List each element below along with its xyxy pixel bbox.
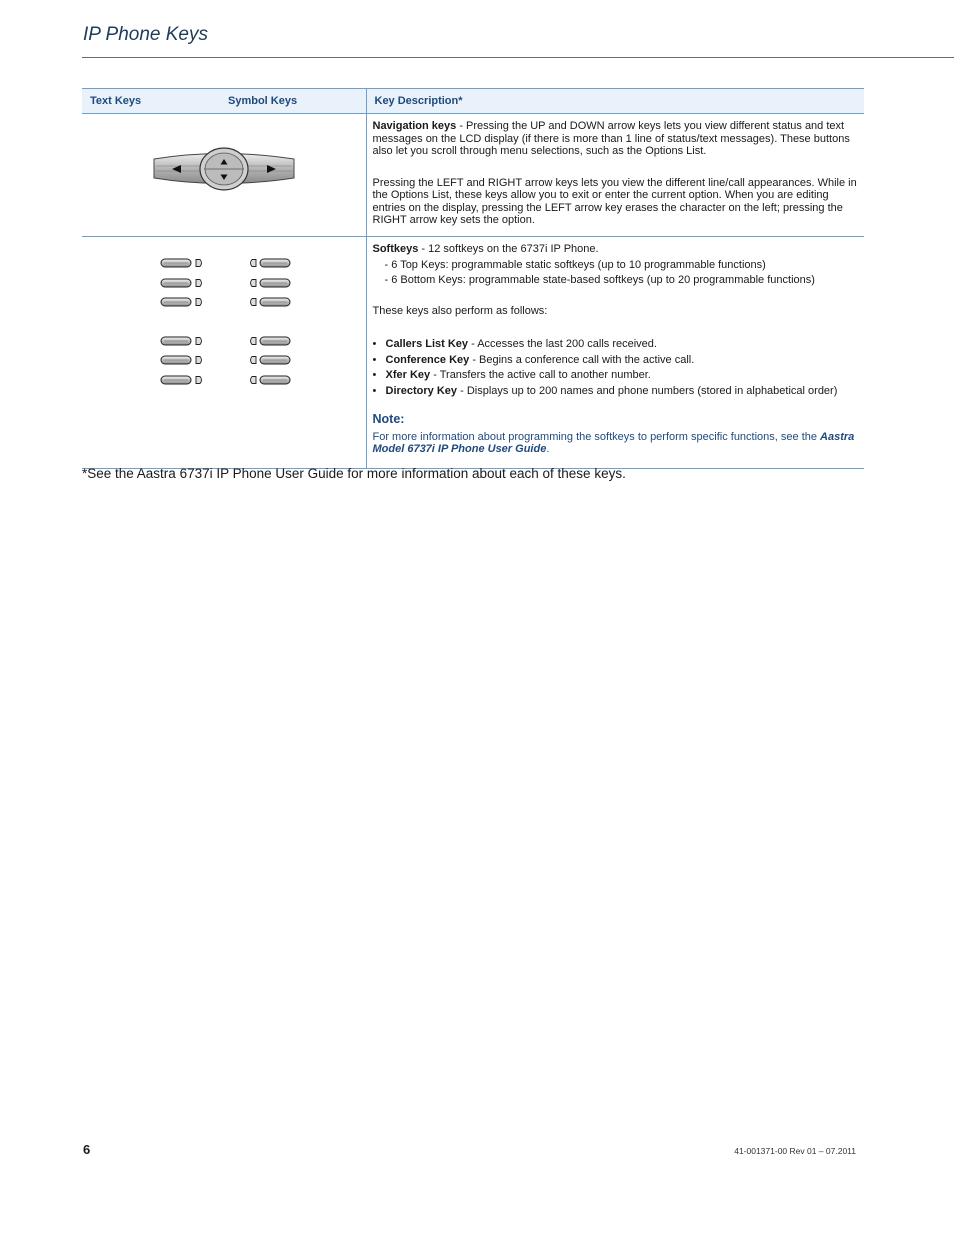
- text-keys-header: Text Keys: [90, 95, 142, 107]
- symbol-keys-header: Symbol Keys: [228, 95, 298, 107]
- list-item: • Xfer Key - Transfers the active call to another number.: [372, 369, 651, 381]
- keys-header: [82, 89, 366, 114]
- softkeys-cell: [82, 237, 366, 469]
- navigation-keys-icon: [82, 114, 366, 231]
- note-body: For more information about programming the softkeys to perform specific functions, see the Aastra Model 6737i IP Phone User Guide.: [372, 430, 855, 455]
- softkeys-bottom-keys: - 6 Bottom Keys: programmable state-based softkeys (up to 20 programmable functions): [384, 274, 815, 286]
- note-title: Note:: [372, 412, 405, 426]
- softkeys-title: Softkeys: [372, 243, 419, 255]
- nav-paragraph-1: [373, 120, 859, 158]
- softkeys-top-keys: - 6 Top Keys: programmable static softkeys (up to 10 programmable functions): [384, 258, 766, 271]
- list-item: • Callers List Key - Accesses the last 200 calls received.: [372, 338, 657, 350]
- table-header-row: [82, 89, 864, 114]
- keys-table: [82, 88, 864, 469]
- key-description-header: Key Description*: [366, 89, 864, 114]
- softkeys-also: These keys also perform as follows:: [372, 304, 548, 317]
- softkeys-intro: Softkeys - 12 softkeys on the 6737i IP Phone.: [372, 243, 599, 255]
- document-id: 41-001371-00 Rev 01 – 07.2011: [734, 1146, 856, 1156]
- header-rule: [82, 57, 954, 58]
- page-title: IP Phone Keys: [83, 24, 208, 45]
- nav-keys-title: Navigation keys: [372, 120, 457, 132]
- softkeys-icon: [82, 237, 366, 463]
- list-item: • Directory Key - Displays up to 200 names and phone numbers (stored in alphabetical order): [372, 384, 838, 397]
- nav-desc-1: - Pressing the UP and DOWN arrow keys lets you view different status and text messages on the LCD display (if there is more than 1 line of status/text messages). These buttons also let you scroll through menu selections, such as the Options List.: [372, 120, 850, 157]
- navigation-key-cell: [82, 114, 366, 237]
- softkeys-description: [366, 237, 864, 469]
- navigation-keys-description: [366, 114, 864, 237]
- user-guide-reference: Aastra Model 6737i IP Phone User Guide: [372, 430, 855, 455]
- footnote: *See the Aastra 6737i IP Phone User Guide for more information about each of these keys.: [82, 466, 626, 481]
- table-row: [82, 237, 864, 469]
- page-number: 6: [83, 1142, 91, 1157]
- table-row: [82, 114, 864, 237]
- list-item: • Conference Key - Begins a conference call with the active call.: [372, 353, 695, 366]
- nav-paragraph-2: Pressing the LEFT and RIGHT arrow keys lets you view the different line/call appearances. While in the Options List, these keys allow you to exit or enter the current option. When you are editing entries on the display, pressing the LEFT arrow key erases the character on the left; pressing the RIGHT arrow key sets the option.: [372, 176, 857, 226]
